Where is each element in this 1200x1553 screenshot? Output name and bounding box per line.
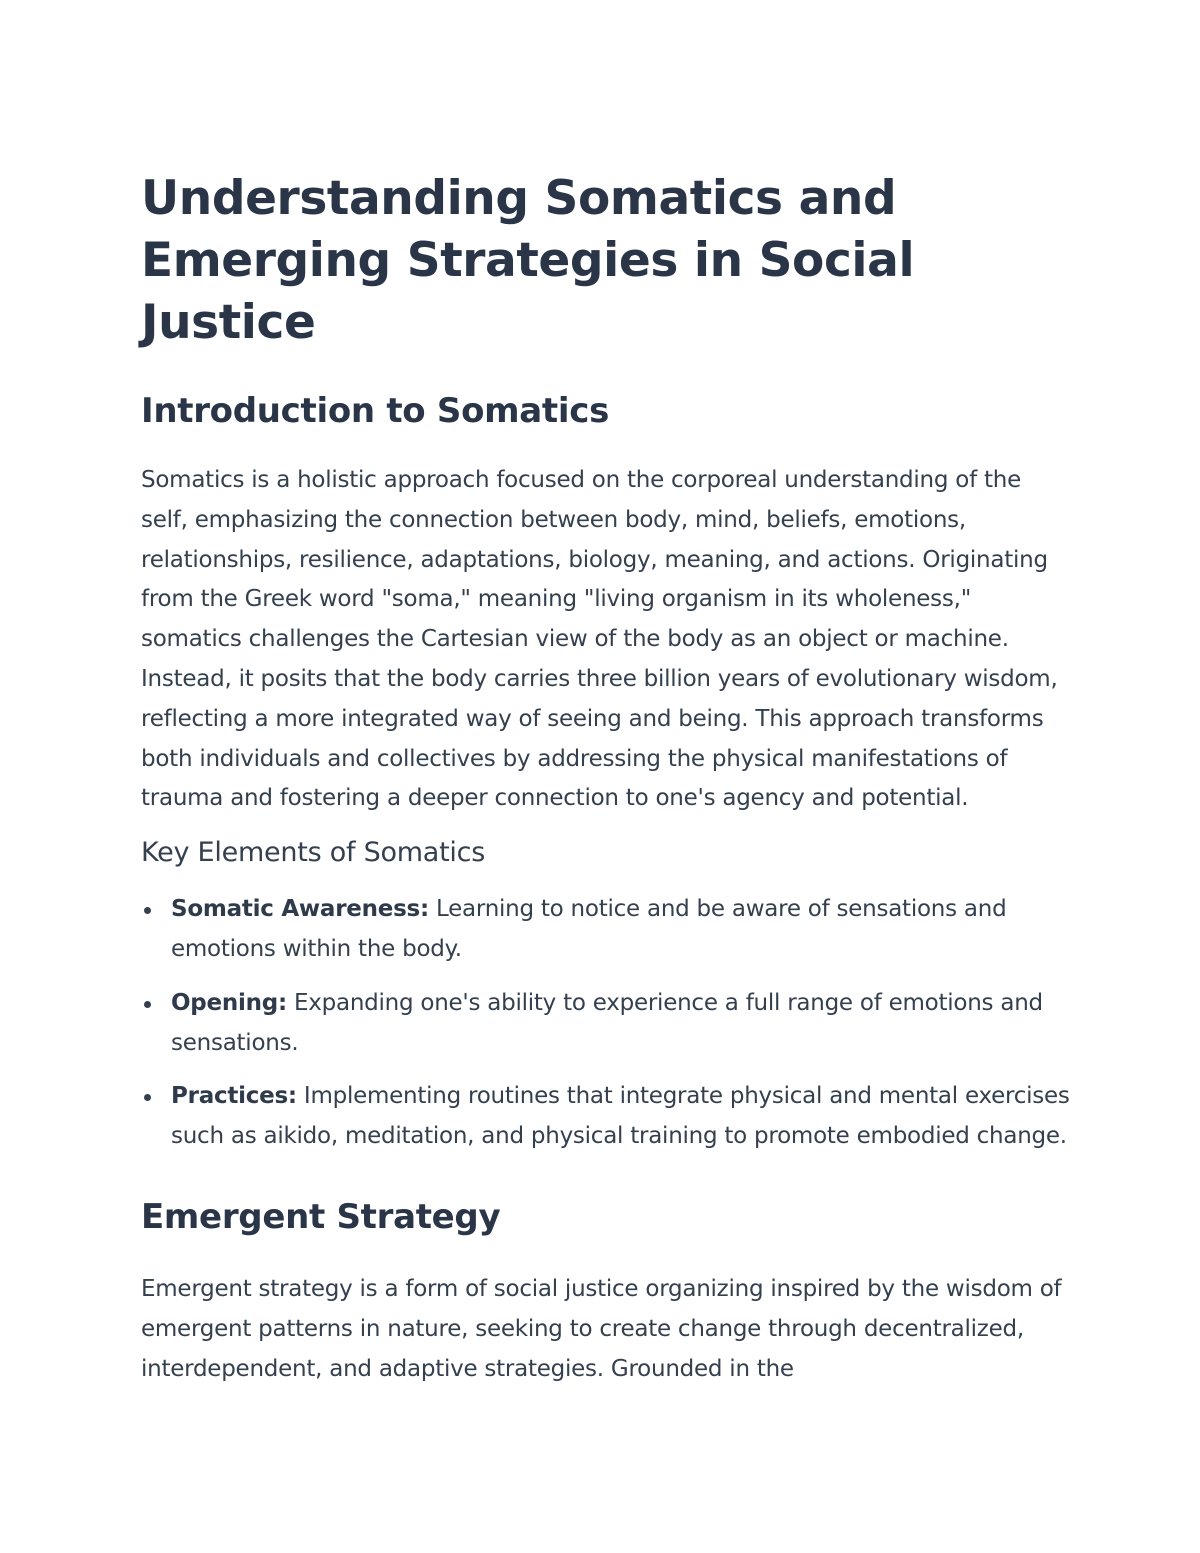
section-heading-introduction: Introduction to Somatics [141, 391, 610, 431]
list-item [141, 1077, 1071, 1157]
bullet-text: Learning to notice and be aware of sensations and emotions within the body. [171, 896, 1007, 962]
bullet-term: Practices: [171, 1083, 297, 1110]
emergent-strategy-paragraph: Emergent strategy is a form of social justice organizing inspired by the wisdom of emergent patterns in nature, seeking to create change through decentralized, interdependent, and adaptive strategies. Grounded in the [141, 1275, 1062, 1382]
key-elements-subheading: Key Elements of Somatics [141, 837, 486, 869]
list-item [141, 984, 1071, 1064]
bullet-term: Opening: [171, 989, 287, 1016]
bullet-icon [144, 907, 151, 914]
list-item [141, 890, 1071, 970]
document-title: Understanding Somatics and Emerging Strategies in Social Justice [141, 171, 915, 350]
key-elements-list [141, 890, 1071, 1157]
document-page [141, 168, 1071, 1389]
section-heading-emergent-strategy: Emergent Strategy [141, 1196, 501, 1237]
bullet-text: Expanding one's ability to experience a full range of emotions and sensations. [171, 989, 1043, 1056]
bullet-term: Somatic Awareness: [171, 896, 429, 923]
introduction-paragraph: Somatics is a holistic approach focused on the corporeal understanding of the self, emphasizing the connection between body, mind, beliefs, emotions, relationships, resilience, adaptations, biology, meaning, and actions. Originating from the Greek word "soma," meaning "living organism in its wholeness," somatics challenges the Cartesian view of the body as an object or machine. Instead, it posits that the body carries three billion years of evolutionary wisdom, reflecting a more integrated way of seeing and being. This approach transforms both individuals and collectives by addressing the physical manifestations of trauma and fostering a deeper connection to one's agency and potential. [141, 467, 1058, 812]
bullet-icon [144, 1001, 151, 1008]
bullet-text: Implementing routines that integrate physical and mental exercises such as aikido, meditation, and physical training to promote embodied change. [171, 1083, 1070, 1150]
bullet-icon [144, 1094, 151, 1101]
